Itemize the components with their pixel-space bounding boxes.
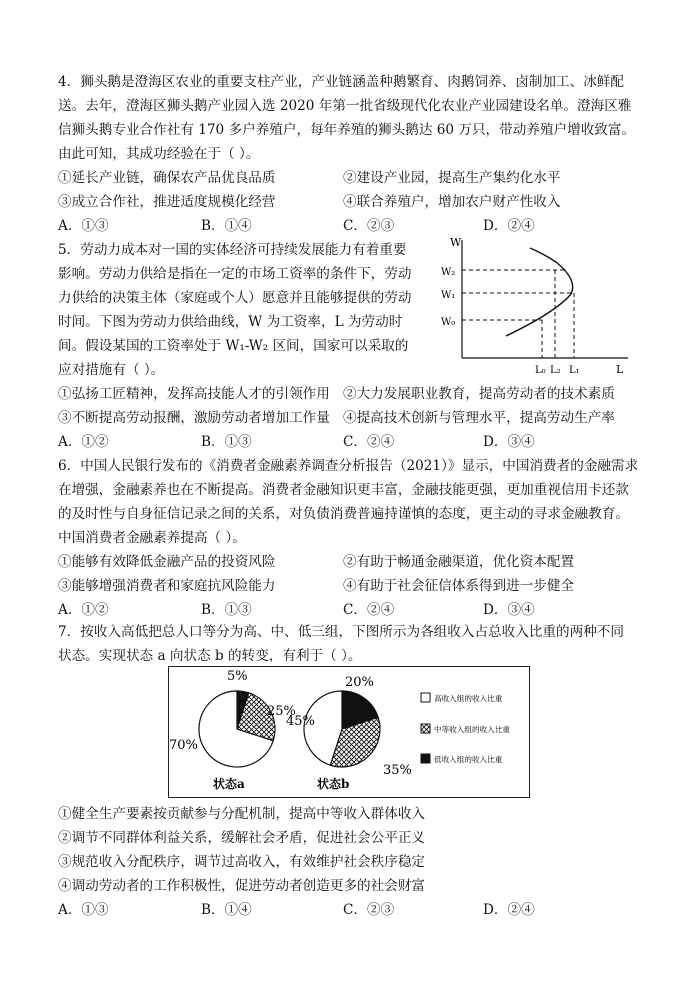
pie-a-label-high: 70% (169, 738, 198, 753)
q7-item-3: ③规范收入分配秩序，调节过高收入，有效维护社会秩序稳定 (58, 854, 426, 870)
q7-item-2: ②调节不同群体利益关系，缓解社会矛盾，促进社会公平正义 (58, 830, 426, 846)
graph-tick-w1: W₁ (441, 290, 456, 301)
legend-label-low: 低收入组的收入比重 (434, 755, 503, 764)
pie-b-label-middle: 35% (383, 763, 412, 778)
supply-curve (506, 248, 573, 336)
q5-line-6: 应对措施有（ ）。 (58, 362, 165, 378)
q4-choice-d[interactable]: D．②④ (483, 218, 535, 234)
q7-item-1: ①健全生产要素按贡献参与分配机制，提高中等收入群体收入 (58, 806, 426, 822)
graph-tick-w2: W₂ (441, 267, 456, 278)
labor-supply-graph (438, 232, 638, 380)
pie-a-caption: 状态a (213, 777, 245, 791)
legend-swatch-low (421, 754, 430, 763)
q5-line-1: 5．劳动力成本对一国的实体经济可持续发展能力有着重要 (58, 242, 407, 258)
q5-item-1: ①弘扬工匠精神，发挥高技能人才的引领作用 (58, 386, 330, 402)
q4-choice-c[interactable]: C．②③ (343, 218, 395, 234)
legend-label-high: 高收入组的收入比重 (434, 694, 503, 703)
q7-line-2: 状态。实现状态 a 向状态 b 的转变，有利于（ ）。 (58, 648, 362, 664)
q5-choice-d[interactable]: D．③④ (483, 434, 535, 450)
q7-choice-a[interactable]: A．①③ (58, 902, 109, 918)
legend-label-middle: 中等收入组的收入比重 (434, 725, 510, 734)
graph-tick-l0: L₀ (535, 365, 546, 376)
q6-item-4: ④有助于社会征信体系得到进一步健全 (343, 578, 575, 594)
graph-tick-l2: L₂ (550, 365, 561, 376)
pie-state-a (169, 669, 296, 767)
q5-item-4: ④提高技术创新与管理水平，提高劳动生产率 (343, 410, 615, 426)
q4-line-1: 4．狮头鹅是澄海区农业的重要支柱产业，产业链涵盖种鹅繁育、肉鹅饲养、卤制加工、冰鲜配 (58, 74, 624, 90)
q5-line-2: 影响。劳动力供给是指在一定的市场工资率的条件下，劳动 (58, 266, 412, 282)
q6-item-1: ①能够有效降低金融产品的投资风险 (58, 554, 276, 570)
pie-b-label-high: 45% (286, 714, 315, 729)
q4-item-1: ①延长产业链，确保农产品优良品质 (58, 170, 276, 186)
q5-line-3: 力供给的决策主体（家庭或个人）愿意并且能够提供的劳动 (58, 290, 412, 306)
q6-line-2: 在增强，金融素养也在不断提高。消费者金融知识更丰富，金融技能更强，更加重视信用卡还款 (58, 482, 629, 498)
pie-b-label-low: 20% (345, 675, 374, 690)
q5-item-3: ③不断提高劳动报酬，激励劳动者增加工作量 (58, 410, 330, 426)
q5-item-2: ②大力发展职业教育，提高劳动者的技术素质 (343, 386, 615, 402)
graph-y-axis-label: W (450, 236, 462, 249)
q5-line-4: 时间。下图为劳动力供给曲线，W 为工资率，L 为劳动时 (58, 314, 403, 330)
pie-b-caption: 状态b (317, 777, 350, 791)
q5-choice-c[interactable]: C．②④ (343, 434, 395, 450)
q4-item-2: ②建设产业园，提高生产集约化水平 (343, 170, 561, 186)
q4-item-3: ③成立合作社，推进适度规模化经营 (58, 194, 276, 210)
q6-choice-a[interactable]: A．①② (58, 602, 109, 618)
q4-item-4: ④联合养殖户，增加农户财产性收入 (343, 194, 561, 210)
income-pie-chart-box (168, 666, 530, 798)
q6-item-2: ②有助于畅通金融渠道，优化资本配置 (343, 554, 575, 570)
q4-choice-b[interactable]: B．①④ (201, 218, 252, 234)
q7-choice-d[interactable]: D．②④ (483, 902, 535, 918)
graph-tick-w0: W₀ (441, 317, 456, 328)
income-pie-chart (169, 667, 529, 797)
q6-choice-d[interactable]: D．③④ (483, 602, 535, 618)
q7-choice-c[interactable]: C．②③ (343, 902, 395, 918)
legend-swatch-high (421, 693, 430, 702)
q5-choice-b[interactable]: B．①③ (201, 434, 252, 450)
q6-line-4: 中国消费者金融素养提高（ ）。 (58, 530, 246, 546)
q7-line-1: 7．按收入高低把总人口等分为高、中、低三组，下图所示为各组收入占总收入比重的两种不同 (58, 624, 624, 640)
graph-x-axis-label: L (616, 363, 624, 376)
q6-item-3: ③能够增强消费者和家庭抗风险能力 (58, 578, 276, 594)
graph-tick-l1: L₁ (569, 365, 580, 376)
q7-choice-b[interactable]: B．①④ (201, 902, 252, 918)
pie-a-label-low: 5% (227, 669, 248, 684)
q4-line-2: 送。去年，澄海区狮头鹅产业园入选 2020 年第一批省级现代化农业产业园建设名单。澄海区雅 (58, 98, 632, 114)
q6-line-1: 6．中国人民银行发布的《消费者金融素养调查分析报告（2021）》显示，中国消费者的金融需求 (58, 458, 639, 474)
legend-swatch-middle (421, 724, 430, 733)
pie-state-b (286, 675, 412, 778)
q6-choice-c[interactable]: C．②④ (343, 602, 395, 618)
q7-item-4: ④调动劳动者的工作积极性，促进劳动者创造更多的社会财富 (58, 878, 426, 894)
q5-choice-a[interactable]: A．①② (58, 434, 109, 450)
q4-line-4: 由此可知，其成功经验在于（ ）。 (58, 146, 260, 162)
pie-a-label-middle: 25% (267, 704, 296, 719)
q5-line-5: 间。假设某国的工资率处于 W₁-W₂ 区间，国家可以采取的 (58, 338, 409, 354)
q6-line-3: 的及时性与自身征信记录之间的关系，对负债消费普遍持谨慎的态度，更主动的寻求金融教育。 (58, 506, 629, 522)
q6-choice-b[interactable]: B．①③ (201, 602, 252, 618)
q4-choice-a[interactable]: A．①③ (58, 218, 109, 234)
q4-line-3: 信狮头鹅专业合作社有 170 多户养殖户，每年养殖的狮头鹅达 60 万只，带动养殖户增收致富。 (58, 122, 636, 138)
